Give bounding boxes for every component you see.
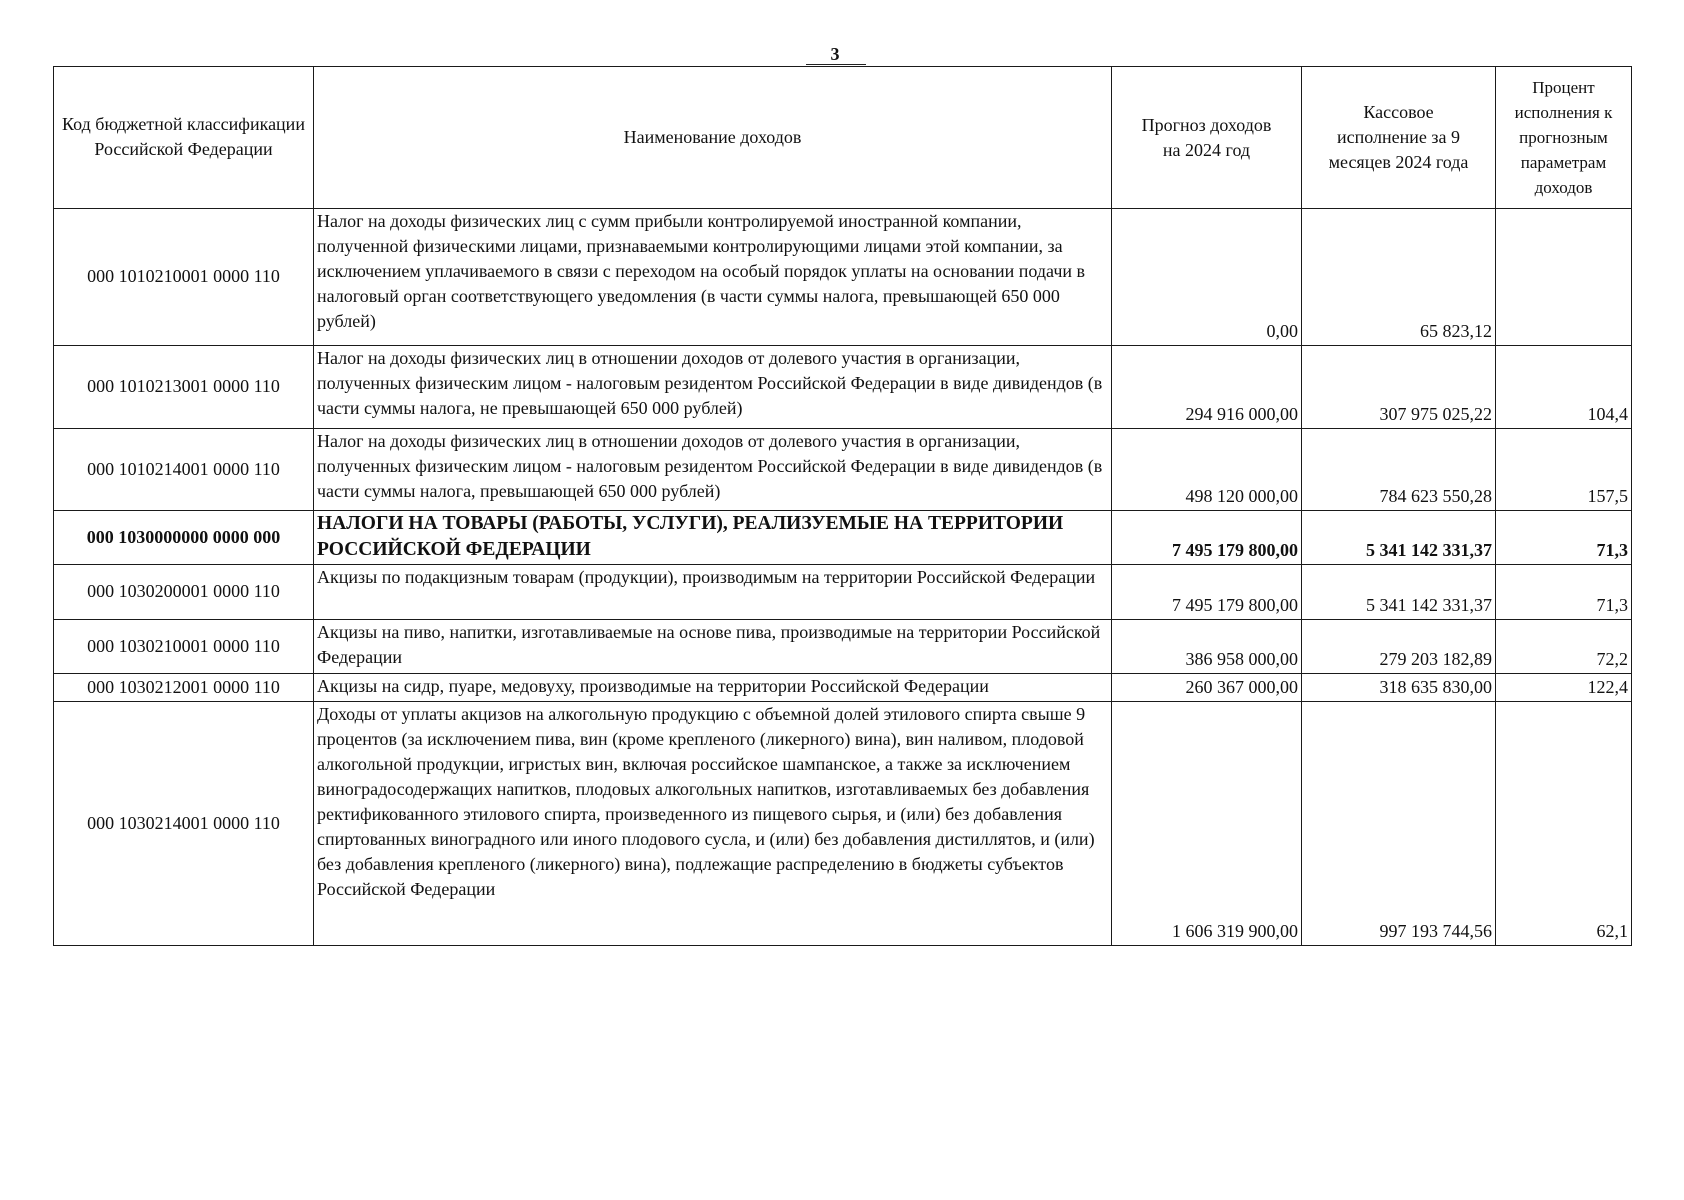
row-forecast: 7 495 179 800,00 (1112, 565, 1302, 620)
row-percent: 71,3 (1496, 565, 1632, 620)
row-percent (1496, 209, 1632, 346)
row-percent: 157,5 (1496, 429, 1632, 511)
row-execution: 5 341 142 331,37 (1302, 565, 1496, 620)
row-percent: 72,2 (1496, 620, 1632, 674)
row-execution: 5 341 142 331,37 (1302, 511, 1496, 565)
row-name: Акцизы по подакцизным товарам (продукции), производимым на территории Российской Федерации (314, 565, 1112, 620)
row-execution: 318 635 830,00 (1302, 674, 1496, 702)
row-forecast: 386 958 000,00 (1112, 620, 1302, 674)
row-forecast: 0,00 (1112, 209, 1302, 346)
revenue-table (53, 66, 1632, 946)
row-code: 000 1030000000 0000 000 (54, 511, 314, 565)
row-name: НАЛОГИ НА ТОВАРЫ (РАБОТЫ, УСЛУГИ), РЕАЛИЗУЕМЫЕ НА ТЕРРИТОРИИ РОССИЙСКОЙ ФЕДЕРАЦИИ (314, 511, 1112, 565)
row-name: Налог на доходы физических лиц в отношении доходов от долевого участия в организации, полученных физическим лицом - налоговым резидентом Российской Федерации в виде дивидендов (в части суммы налога, превышающей 650 000 рублей) (314, 429, 1112, 511)
row-forecast: 294 916 000,00 (1112, 346, 1302, 429)
table-row (54, 209, 1632, 346)
row-code: 000 1010210001 0000 110 (54, 209, 314, 346)
row-code: 000 1030200001 0000 110 (54, 565, 314, 620)
row-name: Налог на доходы физических лиц в отношении доходов от долевого участия в организации, полученных физическим лицом - налоговым резидентом Российской Федерации в виде дивидендов (в части суммы налога, не превышающей 650 000 рублей) (314, 346, 1112, 429)
row-execution: 307 975 025,22 (1302, 346, 1496, 429)
row-name: Доходы от уплаты акцизов на алкогольную продукцию с объемной долей этилового спирта свыше 9 процентов (за исключением пива, вин (кроме крепленого (ликерного) вина), вин наливом, плодовой алкогольной продукции, игристых вин, включая российское шампанское, а также за исключением виноградосодержащих напитков, плодовых алкогольных напитков, изготавливаемых без добавления ректификованного этилового спирта, произведенного из пищевого сырья, и (или) без добавления спиртованных виноградного или иного плодового сусла, и (или) без добавления дистиллятов, и (или) без добавления крепленого (ликерного) вина), подлежащие распределению в бюджеты субъектов Российской Федерации (314, 702, 1112, 946)
table-header-row (54, 67, 1632, 209)
row-name: Акцизы на пиво, напитки, изготавливаемые на основе пива, производимые на территории Российской Федерации (314, 620, 1112, 674)
row-code: 000 1010214001 0000 110 (54, 429, 314, 511)
table-row (54, 346, 1632, 429)
table-row (54, 620, 1632, 674)
header-forecast: Прогноз доходов на 2024 год (1112, 67, 1302, 209)
row-percent: 71,3 (1496, 511, 1632, 565)
header-name: Наименование доходов (314, 67, 1112, 209)
header-code: Код бюджетной классификации Российской Федерации (54, 67, 314, 209)
row-forecast: 1 606 319 900,00 (1112, 702, 1302, 946)
table-row (54, 674, 1632, 702)
table-row (54, 429, 1632, 511)
row-percent: 122,4 (1496, 674, 1632, 702)
page-number: 3 (830, 44, 840, 64)
row-execution: 279 203 182,89 (1302, 620, 1496, 674)
table-row (54, 565, 1632, 620)
row-percent: 104,4 (1496, 346, 1632, 429)
row-code: 000 1030210001 0000 110 (54, 620, 314, 674)
row-code: 000 1030214001 0000 110 (54, 702, 314, 946)
row-execution: 997 193 744,56 (1302, 702, 1496, 946)
row-execution: 784 623 550,28 (1302, 429, 1496, 511)
row-forecast: 7 495 179 800,00 (1112, 511, 1302, 565)
row-percent: 62,1 (1496, 702, 1632, 946)
table-row (54, 702, 1632, 946)
row-execution: 65 823,12 (1302, 209, 1496, 346)
row-forecast: 260 367 000,00 (1112, 674, 1302, 702)
row-code: 000 1010213001 0000 110 (54, 346, 314, 429)
table-row-section (54, 511, 1632, 565)
row-code: 000 1030212001 0000 110 (54, 674, 314, 702)
header-execution: Кассовое исполнение за 9 месяцев 2024 года (1302, 67, 1496, 209)
row-name: Налог на доходы физических лиц с сумм прибыли контролируемой иностранной компании, полученной физическими лицами, признаваемыми контролирующими лицами этой компании, за исключением уплачиваемого в связи с переходом на особый порядок уплаты на основании подачи в налоговый орган соответствующего уведомления (в части суммы налога, превышающей 650 000 рублей) (314, 209, 1112, 346)
page-number-rule (806, 64, 866, 65)
row-name: Акцизы на сидр, пуаре, медовуху, производимые на территории Российской Федерации (314, 674, 1112, 702)
row-forecast: 498 120 000,00 (1112, 429, 1302, 511)
header-percent: Процент исполнения к прогнозным параметрам доходов (1496, 67, 1632, 209)
